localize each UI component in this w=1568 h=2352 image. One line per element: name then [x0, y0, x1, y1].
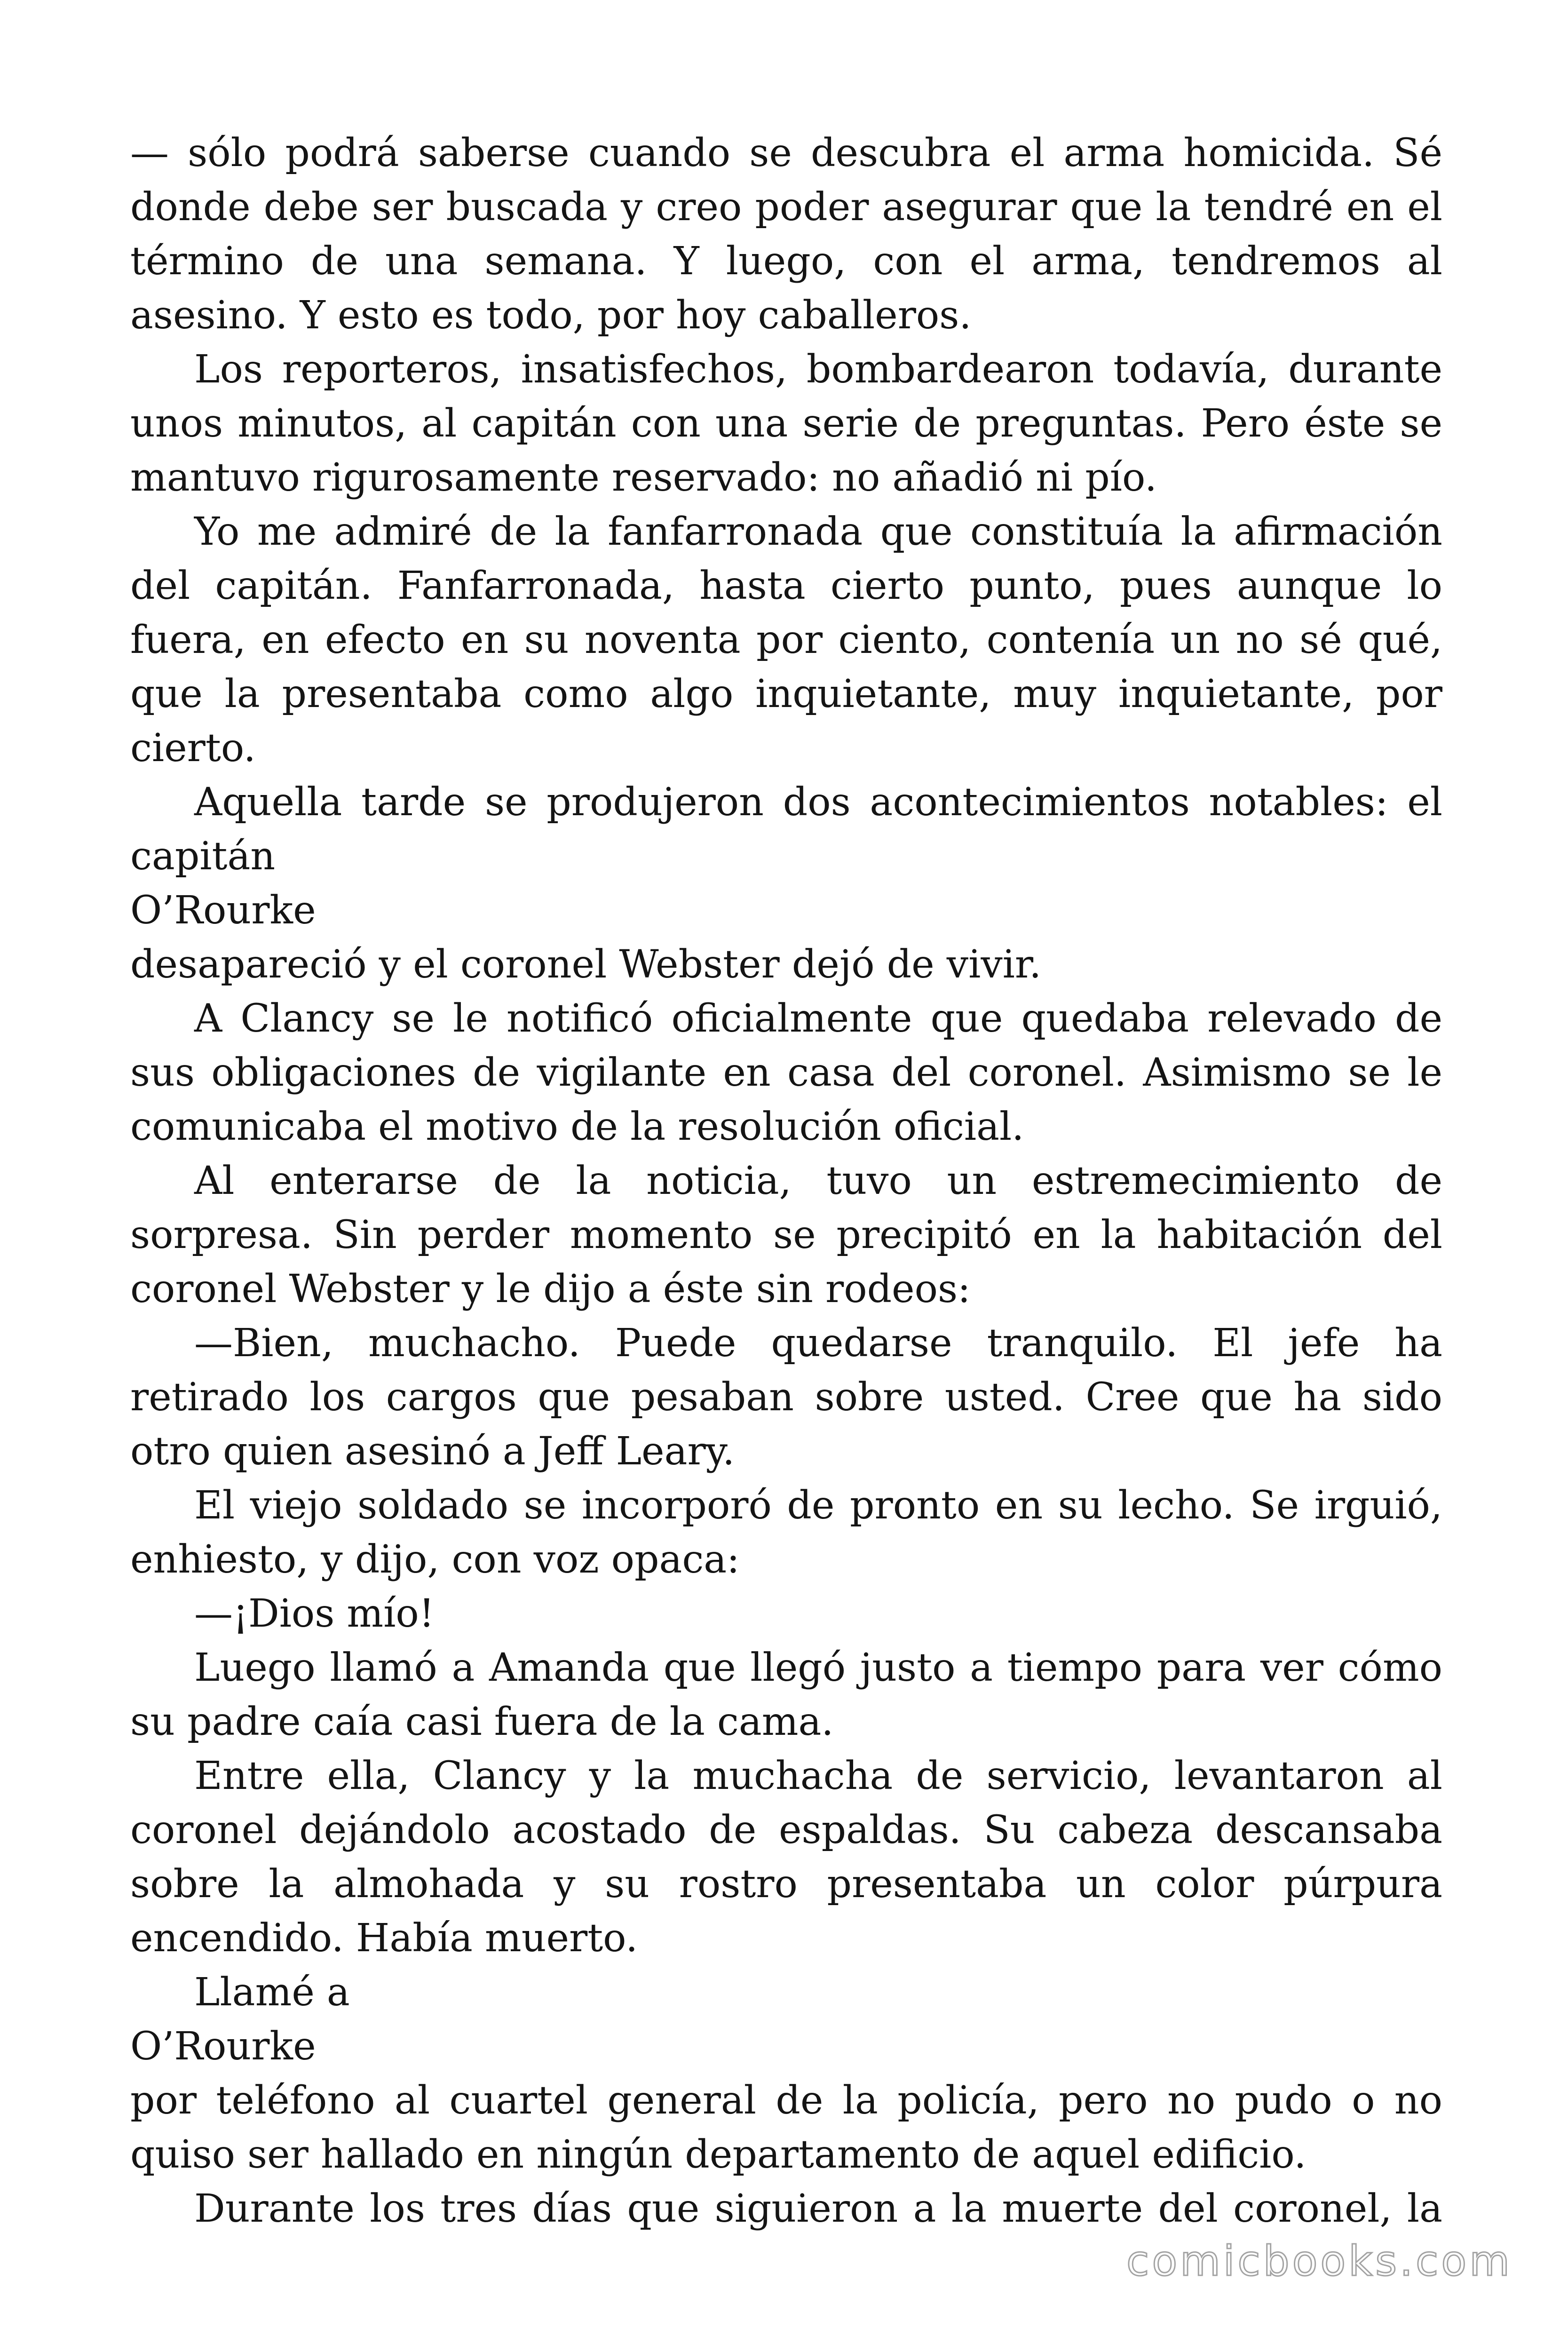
paragraph: Yo me admiré de la fanfarronada que constituía la afirmación del capitán. Fanfarronada, hasta cierto punto, pues aunque lo fuera, en efecto en su noventa por ciento, contenía un no sé qué, que la presentaba como algo inquietante, muy inquietante, por cierto. [130, 509, 1442, 771]
paragraph-fragment: desapareció y el coronel Webster dejó de vivir. [130, 942, 1042, 987]
body-text [130, 126, 1442, 2236]
paragraph: —¡Dios mío! [194, 1591, 435, 1636]
paragraph: Llamé a [194, 1970, 350, 2015]
paragraph: El viejo soldado se incorporó de pronto en su lecho. Se irguió, enhiesto, y dijo, con voz opaca: [130, 1483, 1442, 1582]
paragraph-fragment: por teléfono al cuartel general de la policía, pero no pudo o no quiso ser hallado en ningún departamento de aquel edificio. [130, 2078, 1442, 2177]
paragraph-fragment: capitán [130, 834, 276, 879]
paragraph: Entre ella, Clancy y la muchacha de servicio, levantaron al coronel dejándolo acostado de espaldas. Su cabeza descansaba sobre la almohada y su rostro presentaba un color púrpura encendido. Había muerto. [130, 1754, 1442, 1961]
watermark: comicbooks.com [1126, 2237, 1513, 2285]
paragraph: Luego llamó a Amanda que llegó justo a tiempo para ver cómo su padre caía casi fuera de la cama. [130, 1645, 1442, 1744]
paragraph: —Bien, muchacho. Puede quedarse tranquilo. El jefe ha retirado los cargos que pesaban sobre usted. Cree que ha sido otro quien asesinó a Jeff Leary. [130, 1321, 1442, 1474]
paragraph: — sólo podrá saberse cuando se descubra el arma homicida. Sé donde debe ser buscada y creo poder asegurar que la tendré en el término de una semana. Y luego, con el arma, tendremos al asesino. Y esto es todo, por hoy caballeros. [130, 131, 1442, 338]
paragraph: A Clancy se le notificó oficialmente que quedaba relevado de sus obligaciones de vigilante en casa del coronel. Asimismo se le comunicaba el motivo de la resolución oficial. [130, 996, 1442, 1149]
paragraph-fragment: O’Rourke [130, 2024, 316, 2069]
paragraph: Al enterarse de la noticia, tuvo un estremecimiento de sorpresa. Sin perder momento se precipitó en la habitación del coronel Webster y le dijo a éste sin rodeos: [130, 1159, 1442, 1311]
paragraph: Aquella tarde se produjeron dos acontecimientos notables: el [194, 780, 1442, 825]
paragraph: Los reporteros, insatisfechos, bombardearon todavía, durante unos minutos, al capitán con una serie de preguntas. Pero éste se mantuvo rigurosamente reservado: no añadió ni pío. [130, 347, 1442, 500]
paragraph-fragment: O’Rourke [130, 888, 316, 933]
paragraph: Durante los tres días que siguieron a la muerte del coronel, la [194, 2186, 1442, 2231]
